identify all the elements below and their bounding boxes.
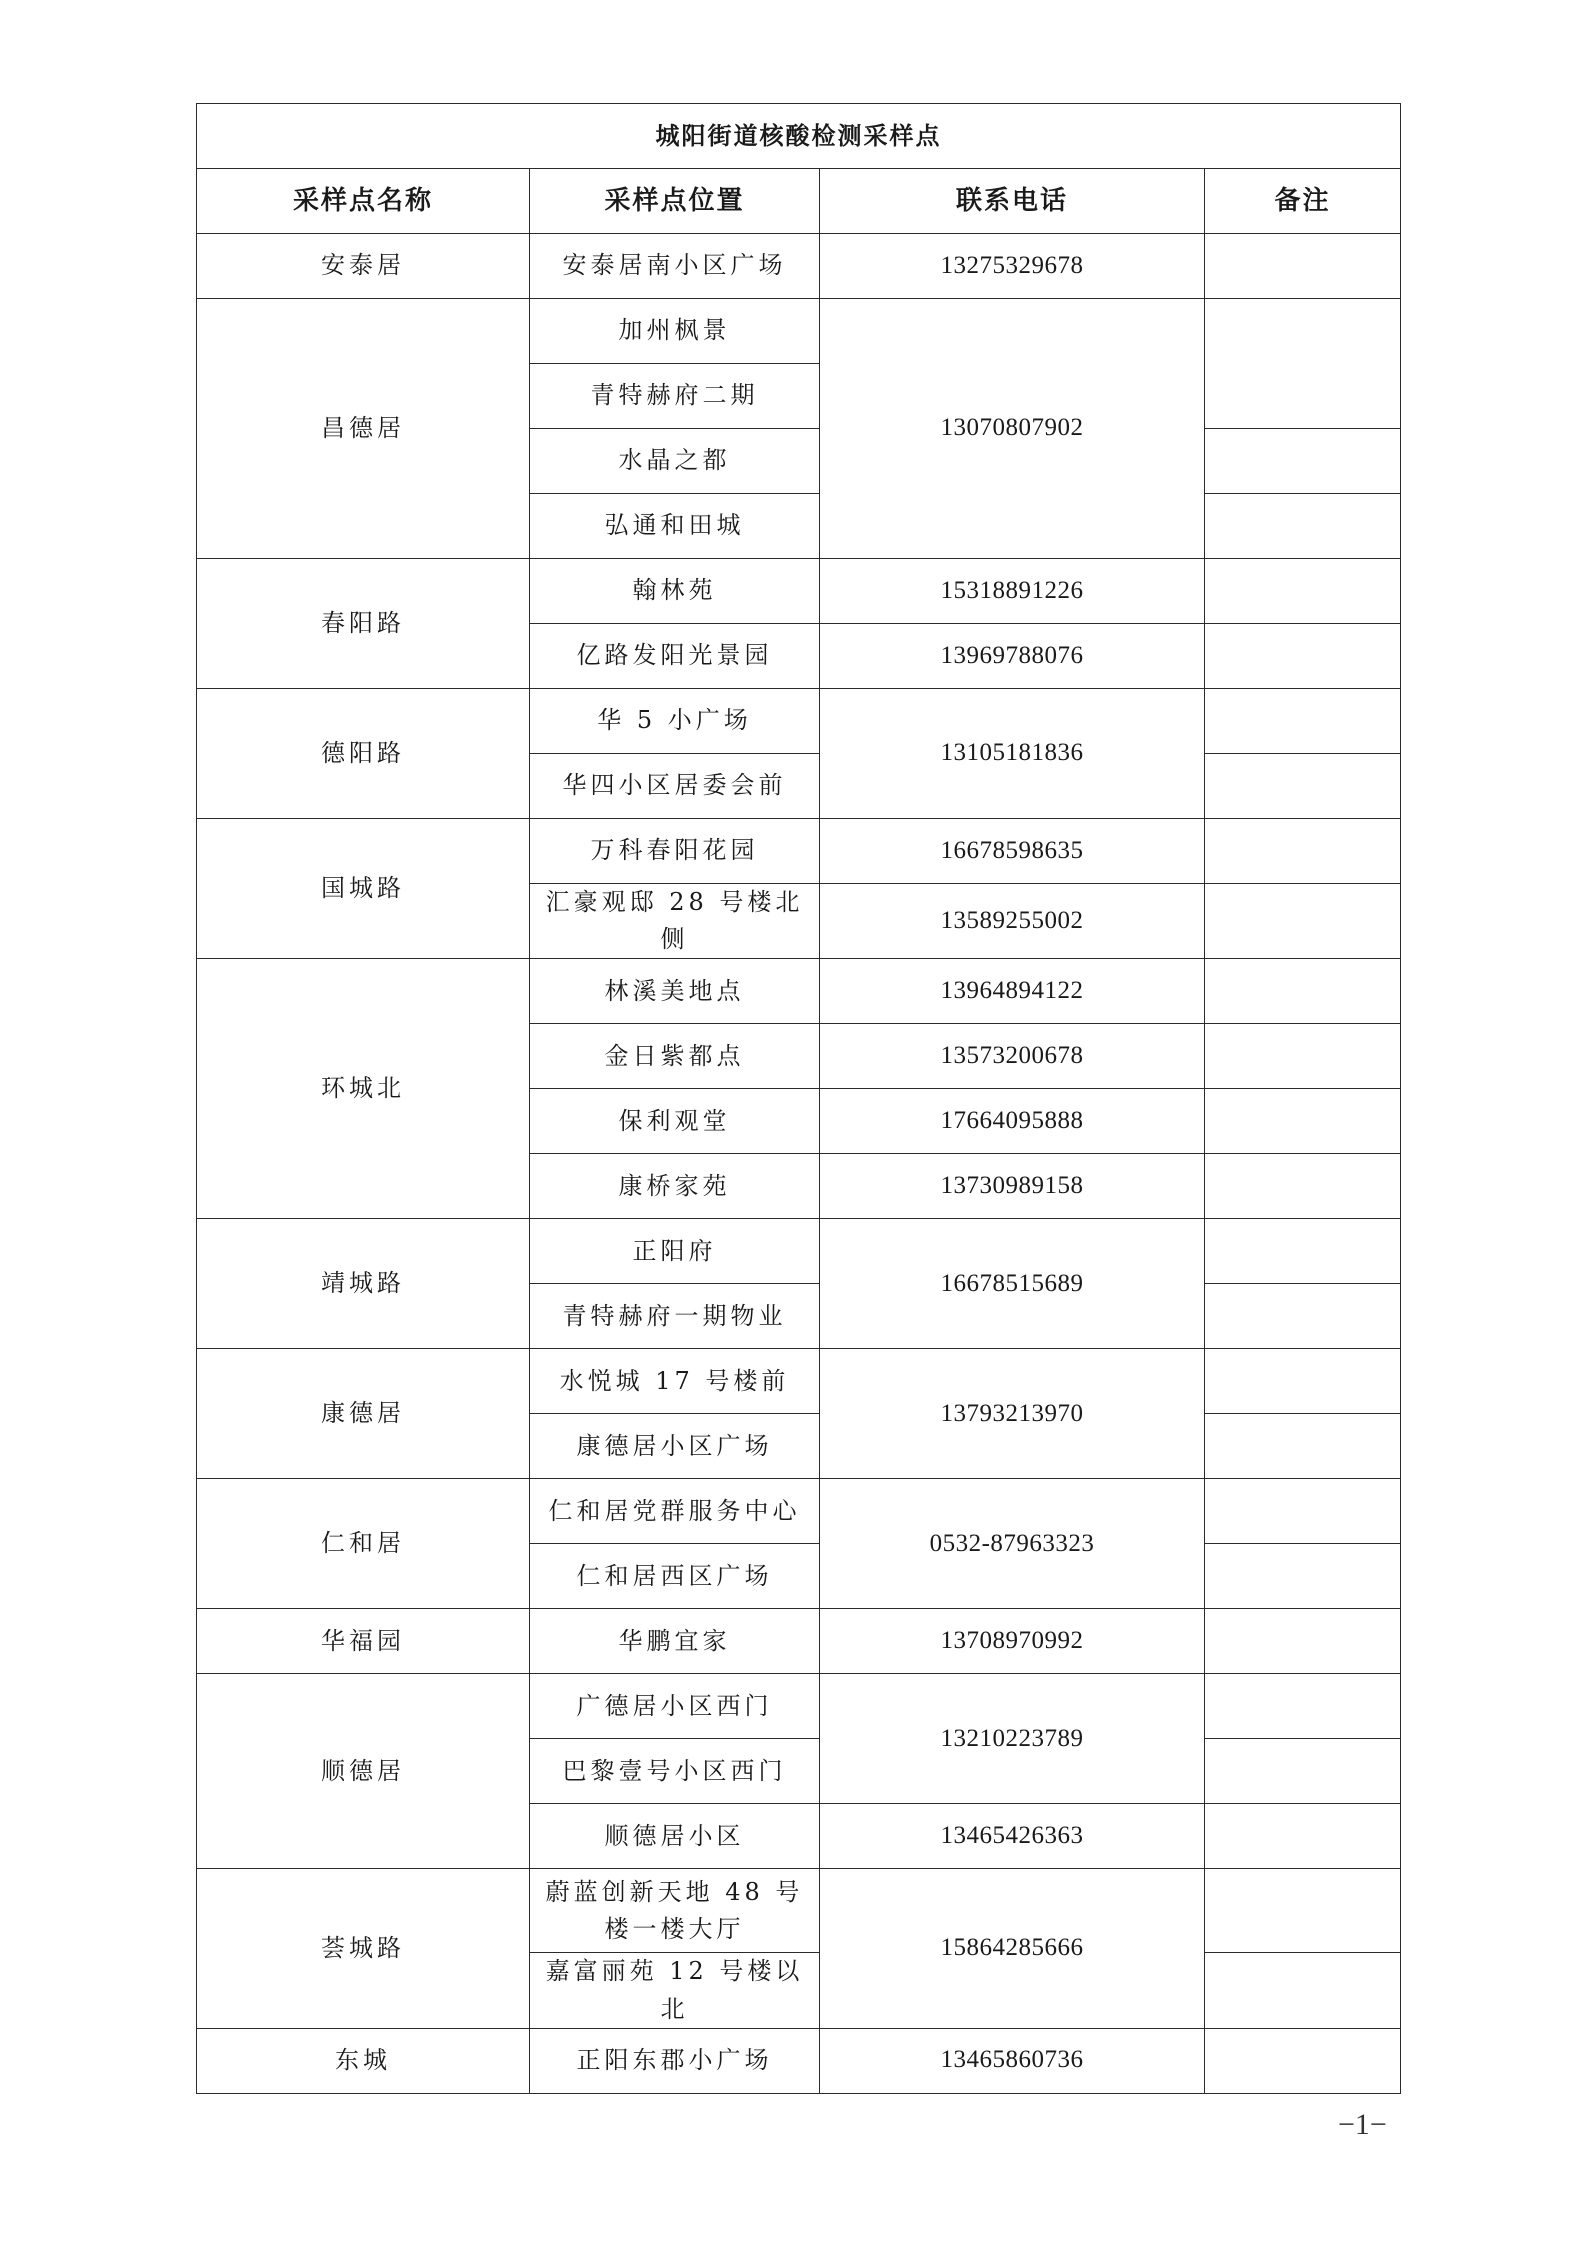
phone-cell: 13105181836 <box>820 689 1205 819</box>
phone-cell: 16678515689 <box>820 1219 1205 1349</box>
table-row <box>197 1479 1401 1544</box>
phone-cell: 13573200678 <box>820 1024 1205 1089</box>
phone-cell: 13070807902 <box>820 299 1205 559</box>
site-name-cell: 靖城路 <box>197 1219 530 1349</box>
remark-cell <box>1205 1024 1401 1089</box>
phone-cell: 13210223789 <box>820 1674 1205 1804</box>
remark-cell <box>1205 559 1401 624</box>
site-location-cell: 青特赫府二期 <box>530 364 820 429</box>
site-location-cell: 巴黎壹号小区西门 <box>530 1739 820 1804</box>
site-location-cell: 嘉富丽苑 12 号楼以北 <box>530 1953 820 2028</box>
table-row <box>197 1349 1401 1414</box>
site-location-cell: 正阳东郡小广场 <box>530 2028 820 2093</box>
table-row <box>197 1869 1401 1953</box>
site-location-cell: 华 5 小广场 <box>530 689 820 754</box>
site-name-cell: 安泰居 <box>197 234 530 299</box>
site-location-cell: 顺德居小区 <box>530 1804 820 1869</box>
remark-cell <box>1205 1609 1401 1674</box>
table-row <box>197 1219 1401 1284</box>
remark-cell <box>1205 1414 1401 1479</box>
table-row <box>197 959 1401 1024</box>
remark-cell <box>1205 624 1401 689</box>
phone-cell: 15318891226 <box>820 559 1205 624</box>
header-contact-phone: 联系电话 <box>820 169 1205 234</box>
phone-cell: 16678598635 <box>820 819 1205 884</box>
site-location-cell: 水晶之都 <box>530 429 820 494</box>
sampling-sites-table <box>196 103 1401 2094</box>
site-location-cell: 弘通和田城 <box>530 494 820 559</box>
remark-cell <box>1205 884 1401 959</box>
phone-cell: 15864285666 <box>820 1869 1205 2028</box>
table-row <box>197 1674 1401 1739</box>
remark-cell <box>1205 234 1401 299</box>
site-name-cell: 华福园 <box>197 1609 530 1674</box>
site-name-cell: 仁和居 <box>197 1479 530 1609</box>
site-name-cell: 康德居 <box>197 1349 530 1479</box>
site-location-cell: 蔚蓝创新天地 48 号楼一楼大厅 <box>530 1869 820 1953</box>
remark-cell <box>1205 689 1401 754</box>
site-location-cell: 翰林苑 <box>530 559 820 624</box>
table-row <box>197 1609 1401 1674</box>
remark-cell <box>1205 1869 1401 1953</box>
table-row <box>197 2028 1401 2093</box>
phone-cell: 13275329678 <box>820 234 1205 299</box>
site-name-cell: 昌德居 <box>197 299 530 559</box>
phone-cell: 0532-87963323 <box>820 1479 1205 1609</box>
remark-cell <box>1205 1804 1401 1869</box>
remark-cell <box>1205 1154 1401 1219</box>
remark-cell <box>1205 1349 1401 1414</box>
site-name-cell: 环城北 <box>197 959 530 1219</box>
table-row <box>197 559 1401 624</box>
table-row <box>197 689 1401 754</box>
remark-cell <box>1205 819 1401 884</box>
phone-cell: 17664095888 <box>820 1089 1205 1154</box>
remark-cell <box>1205 2028 1401 2093</box>
site-location-cell: 汇豪观邸 28 号楼北侧 <box>530 884 820 959</box>
remark-cell <box>1205 754 1401 819</box>
table-row <box>197 819 1401 884</box>
table-row <box>197 299 1401 364</box>
table-title: 城阳街道核酸检测采样点 <box>197 104 1401 169</box>
site-location-cell: 林溪美地点 <box>530 959 820 1024</box>
phone-cell: 13465426363 <box>820 1804 1205 1869</box>
phone-cell: 13730989158 <box>820 1154 1205 1219</box>
phone-cell: 13589255002 <box>820 884 1205 959</box>
site-location-cell: 安泰居南小区广场 <box>530 234 820 299</box>
header-site-name: 采样点名称 <box>197 169 530 234</box>
remark-cell <box>1205 494 1401 559</box>
site-name-cell: 荟城路 <box>197 1869 530 2028</box>
header-site-location: 采样点位置 <box>530 169 820 234</box>
remark-cell <box>1205 1739 1401 1804</box>
phone-cell: 13708970992 <box>820 1609 1205 1674</box>
phone-cell: 13793213970 <box>820 1349 1205 1479</box>
site-location-cell: 仁和居西区广场 <box>530 1544 820 1609</box>
header-remarks: 备注 <box>1205 169 1401 234</box>
site-name-cell: 东城 <box>197 2028 530 2093</box>
site-location-cell: 保利观堂 <box>530 1089 820 1154</box>
remark-cell <box>1205 429 1401 494</box>
phone-cell: 13964894122 <box>820 959 1205 1024</box>
site-location-cell: 金日紫都点 <box>530 1024 820 1089</box>
site-location-cell: 康桥家苑 <box>530 1154 820 1219</box>
site-location-cell: 水悦城 17 号楼前 <box>530 1349 820 1414</box>
site-name-cell: 顺德居 <box>197 1674 530 1869</box>
remark-cell <box>1205 1479 1401 1544</box>
site-location-cell: 亿路发阳光景园 <box>530 624 820 689</box>
site-location-cell: 正阳府 <box>530 1219 820 1284</box>
remark-cell <box>1205 1953 1401 2028</box>
site-name-cell: 德阳路 <box>197 689 530 819</box>
site-location-cell: 康德居小区广场 <box>530 1414 820 1479</box>
site-location-cell: 万科春阳花园 <box>530 819 820 884</box>
remark-cell <box>1205 1089 1401 1154</box>
remark-cell <box>1205 299 1401 429</box>
site-location-cell: 青特赫府一期物业 <box>530 1284 820 1349</box>
site-location-cell: 华四小区居委会前 <box>530 754 820 819</box>
remark-cell <box>1205 1284 1401 1349</box>
phone-cell: 13465860736 <box>820 2028 1205 2093</box>
site-location-cell: 广德居小区西门 <box>530 1674 820 1739</box>
site-name-cell: 春阳路 <box>197 559 530 689</box>
remark-cell <box>1205 959 1401 1024</box>
phone-cell: 13969788076 <box>820 624 1205 689</box>
remark-cell <box>1205 1544 1401 1609</box>
site-location-cell: 华鹏宜家 <box>530 1609 820 1674</box>
remark-cell <box>1205 1674 1401 1739</box>
site-name-cell: 国城路 <box>197 819 530 959</box>
remark-cell <box>1205 1219 1401 1284</box>
site-location-cell: 仁和居党群服务中心 <box>530 1479 820 1544</box>
site-location-cell: 加州枫景 <box>530 299 820 364</box>
page-number: −1− <box>1338 2108 1387 2141</box>
table-row <box>197 234 1401 299</box>
